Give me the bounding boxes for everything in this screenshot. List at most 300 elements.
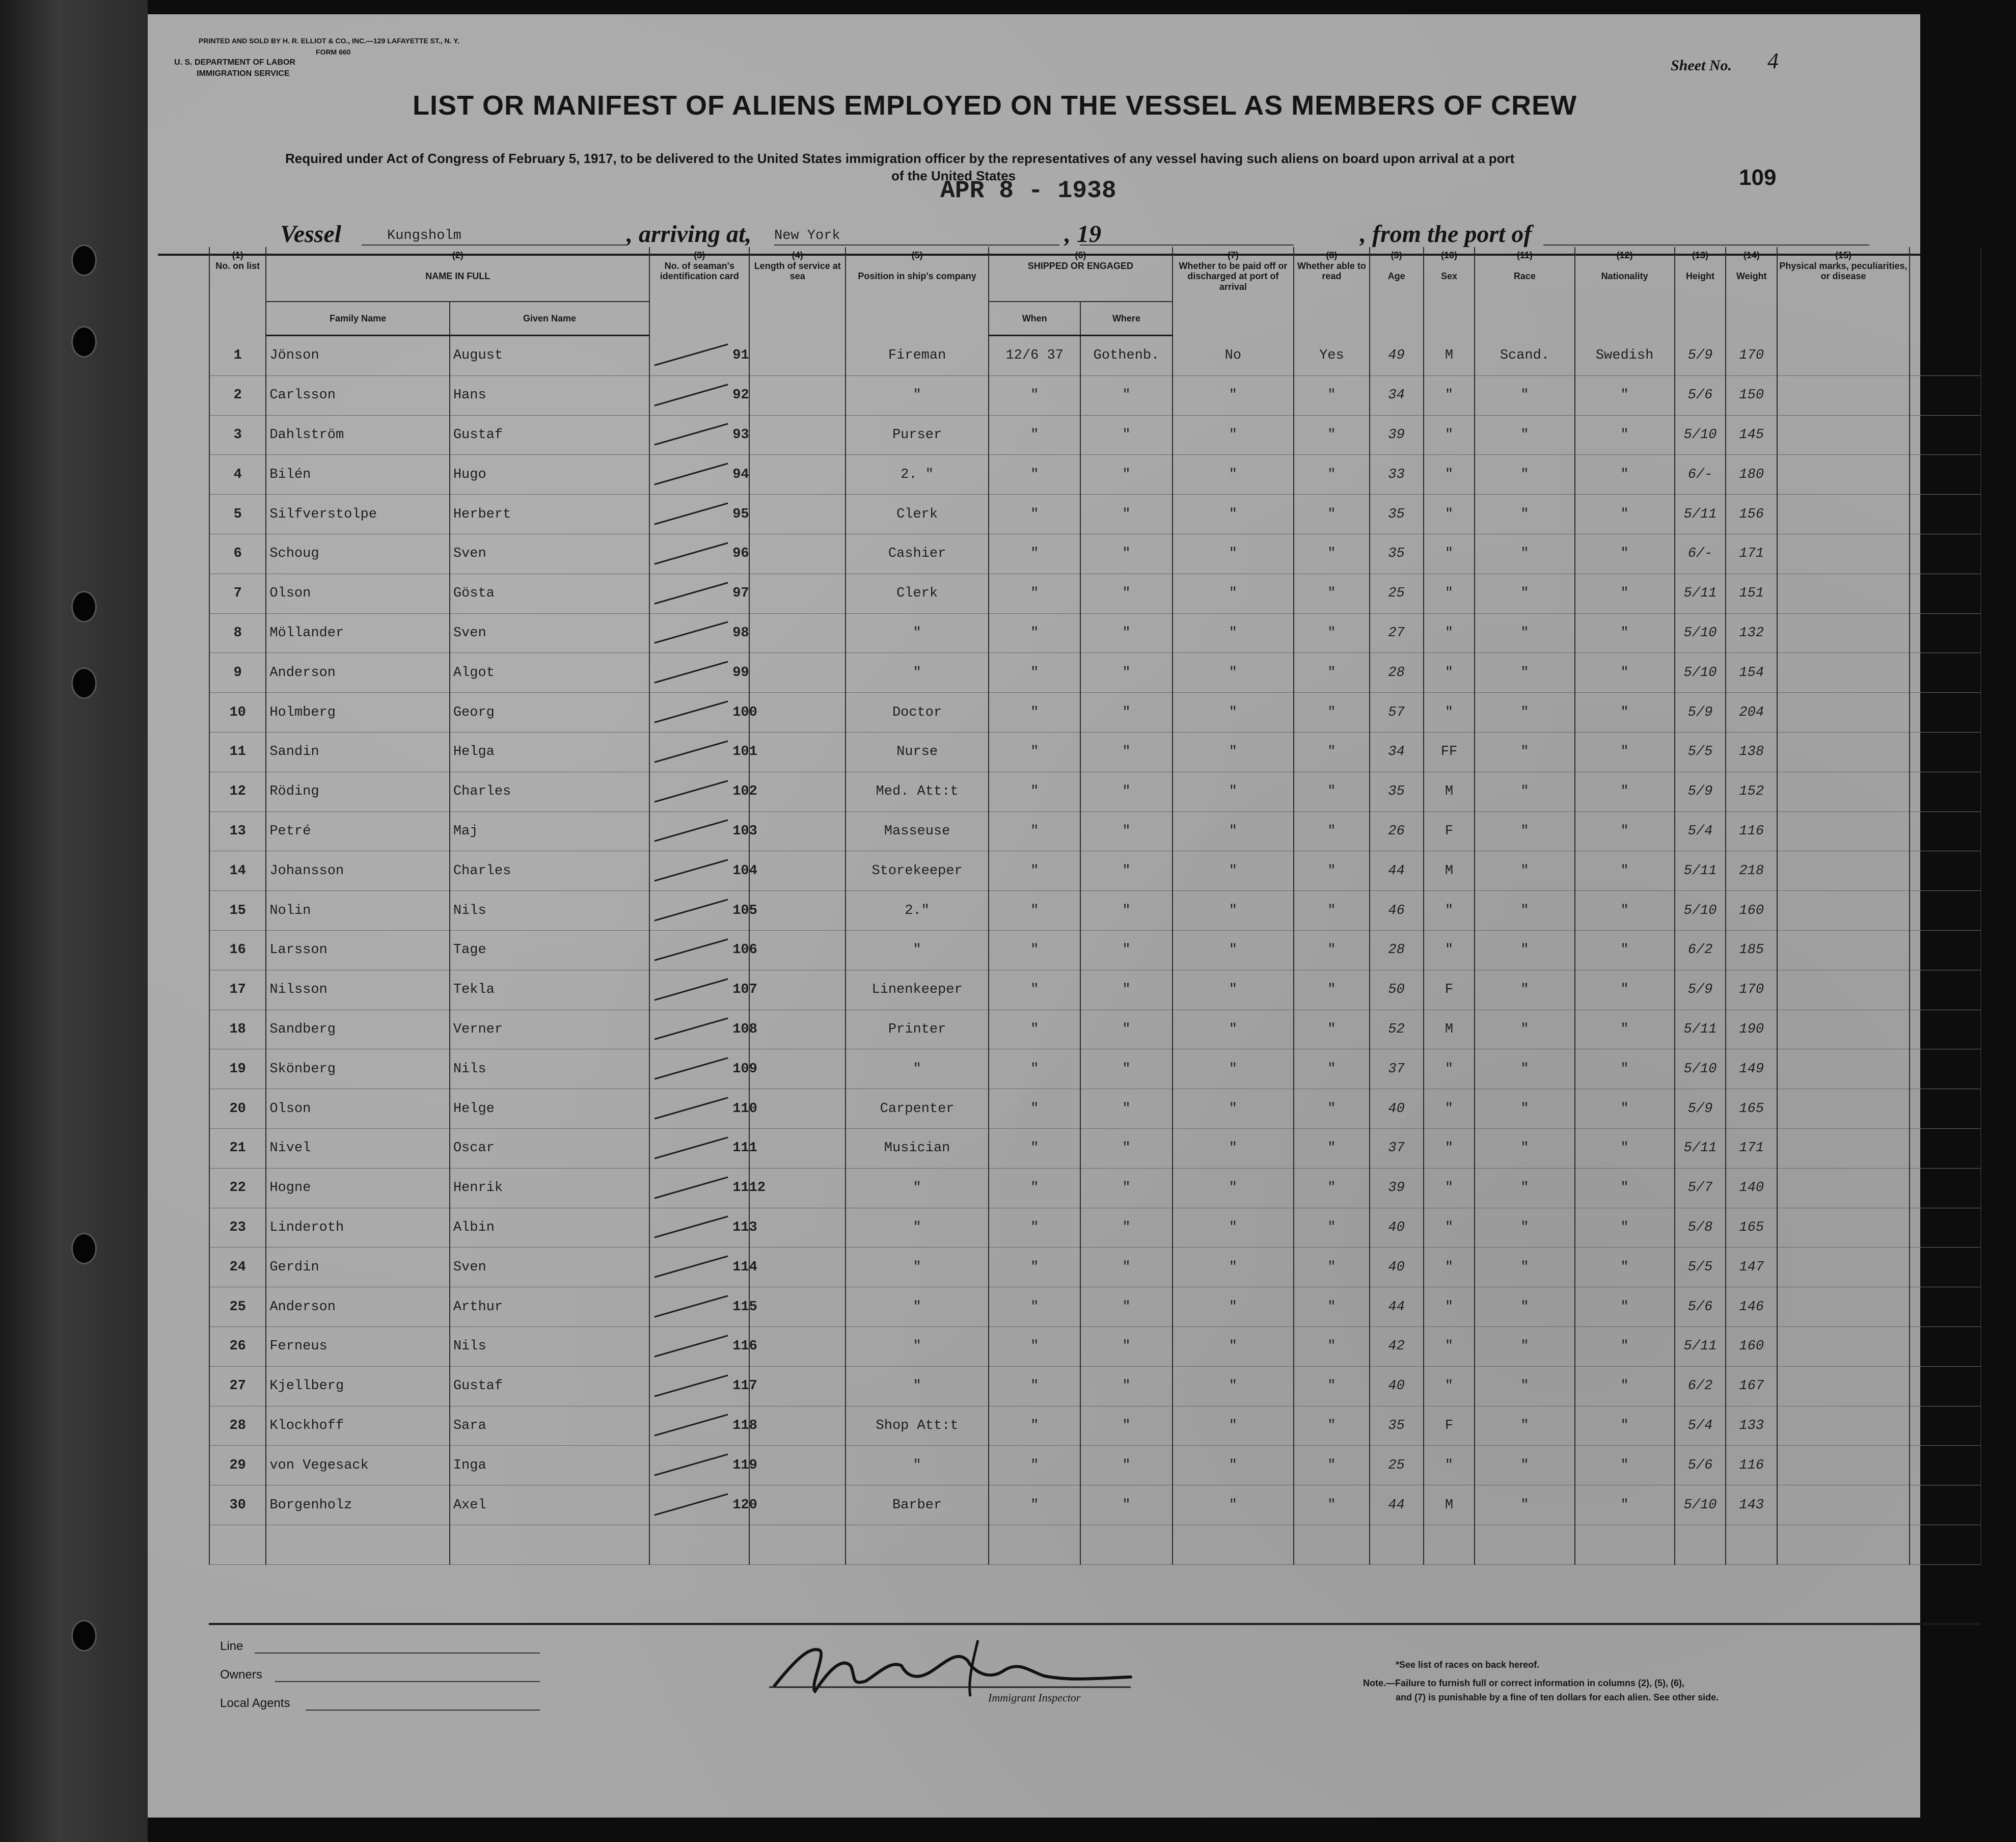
cell-physical-marks — [1777, 931, 1910, 970]
cell-empty — [1370, 1525, 1424, 1564]
table-row — [209, 336, 1981, 376]
table-row — [209, 534, 1981, 574]
cell-card-number: 101 — [649, 733, 749, 772]
cell-position: " — [846, 1326, 989, 1366]
cell-shipped-where: " — [1080, 613, 1172, 653]
footnote-penalty-2: and (7) is punishable by a fine of ten dollars for each alien. See other side. — [1396, 1692, 1719, 1702]
binding-hole — [71, 1620, 97, 1651]
cell-family-name: Carlsson — [266, 375, 450, 415]
check-mark-icon — [655, 1018, 728, 1040]
cell-physical-marks — [1777, 1248, 1910, 1287]
cell-position: Clerk — [846, 495, 989, 534]
cell-sex: " — [1424, 1049, 1475, 1089]
cell-card-number: 99 — [649, 653, 749, 693]
cell-height: 5/10 — [1675, 1485, 1726, 1525]
cell-shipped-where: " — [1080, 1129, 1172, 1169]
cell-position: Nurse — [846, 733, 989, 772]
table-row — [209, 495, 1981, 534]
cell-given-name: Axel — [450, 1485, 649, 1525]
cell-shipped-when: " — [989, 455, 1080, 495]
cell-row-number: 10 — [209, 693, 266, 733]
cell-empty — [1080, 1525, 1172, 1564]
cell-physical-marks — [1777, 733, 1910, 772]
cell-position: Shop Att:t — [846, 1406, 989, 1446]
cell-row-number: 26 — [209, 1326, 266, 1366]
sheet-number: 4 — [1767, 48, 1779, 73]
cell-shipped-when: " — [989, 891, 1080, 931]
cell-paid-off: " — [1173, 1287, 1294, 1327]
cell-blank-col — [1910, 1010, 1981, 1049]
cell-paid-off: " — [1173, 574, 1294, 613]
cell-family-name: Bilén — [266, 455, 450, 495]
cell-age: 57 — [1370, 693, 1424, 733]
cell-family-name: Anderson — [266, 1287, 450, 1327]
cell-physical-marks — [1777, 1168, 1910, 1208]
cell-family-name: Nilsson — [266, 970, 450, 1010]
cell-weight: 218 — [1726, 851, 1777, 891]
local-agents-field — [306, 1710, 540, 1711]
cell-race: " — [1475, 1168, 1574, 1208]
cell-nationality: " — [1575, 375, 1675, 415]
cell-able-to-read: " — [1294, 970, 1369, 1010]
cell-able-to-read: Yes — [1294, 336, 1369, 376]
cell-position: " — [846, 1049, 989, 1089]
cell-position: 2. " — [846, 455, 989, 495]
cell-shipped-where: " — [1080, 1049, 1172, 1089]
col-where-header: Where — [1080, 302, 1172, 336]
printer-line: PRINTED AND SOLD BY H. R. ELLIOT & CO., INC.—129 LAFAYETTE ST., N. Y. — [199, 37, 459, 45]
cell-height: 5/6 — [1675, 1287, 1726, 1327]
cell-nationality: " — [1575, 891, 1675, 931]
cell-able-to-read: " — [1294, 851, 1369, 891]
cell-given-name: Sven — [450, 1248, 649, 1287]
check-mark-icon — [655, 740, 728, 763]
cell-race: " — [1475, 1248, 1574, 1287]
cell-weight: 156 — [1726, 495, 1777, 534]
cell-paid-off: " — [1173, 1208, 1294, 1248]
cell-paid-off: " — [1173, 653, 1294, 693]
cell-shipped-when: " — [989, 1446, 1080, 1485]
cell-card-number: 93 — [649, 415, 749, 455]
cell-empty — [989, 1525, 1080, 1564]
cell-shipped-where: " — [1080, 1406, 1172, 1446]
cell-blank-col — [1910, 1129, 1981, 1169]
col-blank-header — [1910, 247, 1981, 336]
cell-physical-marks — [1777, 811, 1910, 851]
cell-shipped-where: " — [1080, 574, 1172, 613]
cell-given-name: Sven — [450, 613, 649, 653]
cell-physical-marks — [1777, 891, 1910, 931]
cell-race: " — [1475, 1366, 1574, 1406]
cell-weight: 190 — [1726, 1010, 1777, 1049]
cell-weight: 146 — [1726, 1287, 1777, 1327]
cell-height: 5/11 — [1675, 1326, 1726, 1366]
cell-sex: " — [1424, 415, 1475, 455]
cell-nationality: " — [1575, 574, 1675, 613]
cell-sex: " — [1424, 495, 1475, 534]
cell-age: 40 — [1370, 1366, 1424, 1406]
cell-nationality: " — [1575, 653, 1675, 693]
cell-shipped-when: " — [989, 613, 1080, 653]
cell-paid-off: " — [1173, 1446, 1294, 1485]
cell-physical-marks — [1777, 970, 1910, 1010]
cell-service-length — [749, 811, 846, 851]
cell-service-length — [749, 1089, 846, 1129]
cell-able-to-read: " — [1294, 811, 1369, 851]
cell-blank-col — [1910, 415, 1981, 455]
cell-weight: 149 — [1726, 1049, 1777, 1089]
cell-height: 5/5 — [1675, 733, 1726, 772]
cell-weight: 185 — [1726, 931, 1777, 970]
cell-given-name: Algot — [450, 653, 649, 693]
cell-age: 40 — [1370, 1248, 1424, 1287]
cell-given-name: Albin — [450, 1208, 649, 1248]
table-row — [209, 415, 1981, 455]
check-mark-icon — [655, 661, 728, 684]
cell-service-length — [749, 851, 846, 891]
cell-given-name: August — [450, 336, 649, 376]
cell-sex: F — [1424, 970, 1475, 1010]
table-row — [209, 1168, 1981, 1208]
cell-sex: M — [1424, 772, 1475, 811]
cell-physical-marks — [1777, 1446, 1910, 1485]
cell-nationality: Swedish — [1575, 336, 1675, 376]
cell-age: 40 — [1370, 1089, 1424, 1129]
cell-sex: " — [1424, 653, 1475, 693]
cell-race: Scand. — [1475, 336, 1574, 376]
cell-nationality: " — [1575, 1129, 1675, 1169]
cell-height: 5/9 — [1675, 336, 1726, 376]
cell-age: 52 — [1370, 1010, 1424, 1049]
cell-service-length — [749, 495, 846, 534]
cell-family-name: Nolin — [266, 891, 450, 931]
cell-family-name: Hogne — [266, 1168, 450, 1208]
cell-nationality: " — [1575, 1446, 1675, 1485]
cell-given-name: Nils — [450, 1326, 649, 1366]
cell-given-name: Hans — [450, 375, 649, 415]
cell-height: 5/9 — [1675, 970, 1726, 1010]
cell-sex: M — [1424, 1010, 1475, 1049]
table-row — [209, 970, 1981, 1010]
cell-age: 37 — [1370, 1049, 1424, 1089]
cell-row-number: 13 — [209, 811, 266, 851]
cell-shipped-where: " — [1080, 851, 1172, 891]
cell-service-length — [749, 1485, 846, 1525]
table-row — [209, 811, 1981, 851]
table-row — [209, 1287, 1981, 1327]
cell-given-name: Gustaf — [450, 1366, 649, 1406]
cell-height: 5/11 — [1675, 495, 1726, 534]
cell-shipped-when: " — [989, 415, 1080, 455]
cell-empty — [749, 1525, 846, 1564]
col-sex-header: (10) Sex — [1424, 247, 1475, 336]
cell-nationality: " — [1575, 1287, 1675, 1327]
cell-shipped-where: " — [1080, 415, 1172, 455]
cell-shipped-when: " — [989, 811, 1080, 851]
inspector-label: Immigrant Inspector — [988, 1691, 1081, 1704]
cell-able-to-read: " — [1294, 772, 1369, 811]
cell-paid-off: " — [1173, 931, 1294, 970]
cell-row-number: 8 — [209, 613, 266, 653]
cell-position: Printer — [846, 1010, 989, 1049]
cell-sex: M — [1424, 1485, 1475, 1525]
cell-physical-marks — [1777, 574, 1910, 613]
cell-nationality: " — [1575, 1208, 1675, 1248]
cell-position: " — [846, 1287, 989, 1327]
cell-blank-col — [1910, 772, 1981, 811]
cell-physical-marks — [1777, 1129, 1910, 1169]
table-row — [209, 653, 1981, 693]
cell-blank-col — [1910, 931, 1981, 970]
cell-race: " — [1475, 1326, 1574, 1366]
cell-given-name: Arthur — [450, 1287, 649, 1327]
cell-height: 5/5 — [1675, 1248, 1726, 1287]
cell-height: 5/10 — [1675, 613, 1726, 653]
cell-nationality: " — [1575, 1485, 1675, 1525]
cell-race: " — [1475, 574, 1574, 613]
cell-age: 44 — [1370, 1485, 1424, 1525]
cell-age: 37 — [1370, 1129, 1424, 1169]
table-row — [209, 1049, 1981, 1089]
cell-shipped-when: 12/6 37 — [989, 336, 1080, 376]
cell-family-name: Jönson — [266, 336, 450, 376]
cell-height: 5/11 — [1675, 574, 1726, 613]
cell-age: 44 — [1370, 851, 1424, 891]
cell-height: 6/2 — [1675, 1366, 1726, 1406]
inspector-signature — [764, 1630, 1141, 1706]
cell-race: " — [1475, 613, 1574, 653]
cell-service-length — [749, 613, 846, 653]
cell-age: 44 — [1370, 1287, 1424, 1327]
cell-card-number: 95 — [649, 495, 749, 534]
cell-paid-off: No — [1173, 336, 1294, 376]
vessel-label: Vessel — [280, 221, 341, 248]
cell-service-length — [749, 1366, 846, 1406]
cell-row-number: 18 — [209, 1010, 266, 1049]
check-mark-icon — [655, 780, 728, 802]
cell-family-name: Borgenholz — [266, 1485, 450, 1525]
cell-blank-col — [1910, 851, 1981, 891]
cell-paid-off: " — [1173, 851, 1294, 891]
cell-row-number: 25 — [209, 1287, 266, 1327]
table-row — [209, 613, 1981, 653]
cell-race: " — [1475, 1208, 1574, 1248]
cell-shipped-where: " — [1080, 1485, 1172, 1525]
cell-card-number: 98 — [649, 613, 749, 653]
cell-race: " — [1475, 851, 1574, 891]
sheet-label: Sheet No. — [1671, 57, 1732, 74]
cell-race: " — [1475, 811, 1574, 851]
cell-weight: 116 — [1726, 1446, 1777, 1485]
cell-age: 34 — [1370, 733, 1424, 772]
cell-shipped-when: " — [989, 1010, 1080, 1049]
col-read-header: (8) Whether able to read — [1294, 247, 1369, 336]
cell-blank-col — [1910, 811, 1981, 851]
table-row — [209, 693, 1981, 733]
table-row — [209, 733, 1981, 772]
cell-age: 25 — [1370, 1446, 1424, 1485]
cell-blank-col — [1910, 1326, 1981, 1366]
cell-able-to-read: " — [1294, 375, 1369, 415]
cell-given-name: Hugo — [450, 455, 649, 495]
cell-service-length — [749, 891, 846, 931]
cell-row-number: 27 — [209, 1366, 266, 1406]
cell-weight: 132 — [1726, 613, 1777, 653]
cell-nationality: " — [1575, 811, 1675, 851]
cell-row-number: 24 — [209, 1248, 266, 1287]
cell-shipped-when: " — [989, 851, 1080, 891]
cell-paid-off: " — [1173, 1010, 1294, 1049]
check-mark-icon — [655, 502, 728, 525]
cell-card-number: 110 — [649, 1089, 749, 1129]
check-mark-icon — [655, 1493, 728, 1515]
cell-service-length — [749, 1208, 846, 1248]
cell-shipped-when: " — [989, 970, 1080, 1010]
cell-weight: 180 — [1726, 455, 1777, 495]
cell-empty — [1424, 1525, 1475, 1564]
cell-card-number: 94 — [649, 455, 749, 495]
cell-blank-col — [1910, 1406, 1981, 1446]
cell-paid-off: " — [1173, 415, 1294, 455]
vessel-name: Kungsholm — [387, 228, 461, 243]
cell-race: " — [1475, 772, 1574, 811]
cell-physical-marks — [1777, 772, 1910, 811]
cell-physical-marks — [1777, 336, 1910, 376]
cell-empty — [450, 1525, 649, 1564]
cell-shipped-when: " — [989, 1049, 1080, 1089]
cell-empty — [649, 1525, 749, 1564]
cell-service-length — [749, 733, 846, 772]
page-number: 109 — [1739, 165, 1777, 190]
cell-race: " — [1475, 931, 1574, 970]
cell-family-name: Olson — [266, 574, 450, 613]
cell-empty — [1726, 1525, 1777, 1564]
col-marks-header: (15) Physical marks, peculiarities, or disease — [1777, 247, 1910, 336]
cell-able-to-read: " — [1294, 613, 1369, 653]
cell-blank-col — [1910, 891, 1981, 931]
cell-age: 28 — [1370, 931, 1424, 970]
cell-card-number: 97 — [649, 574, 749, 613]
cell-service-length — [749, 375, 846, 415]
table-row — [209, 574, 1981, 613]
cell-nationality: " — [1575, 851, 1675, 891]
cell-height: 5/10 — [1675, 891, 1726, 931]
cell-paid-off: " — [1173, 1485, 1294, 1525]
cell-height: 5/11 — [1675, 851, 1726, 891]
cell-family-name: Holmberg — [266, 693, 450, 733]
cell-nationality: " — [1575, 693, 1675, 733]
cell-card-number: 106 — [649, 931, 749, 970]
check-mark-icon — [655, 1216, 728, 1238]
cell-age: 42 — [1370, 1326, 1424, 1366]
arriving-port: New York — [774, 228, 840, 243]
cell-able-to-read: " — [1294, 1089, 1369, 1129]
cell-given-name: Tage — [450, 931, 649, 970]
cell-card-number: 115 — [649, 1287, 749, 1327]
cell-blank-col — [1910, 1168, 1981, 1208]
col-given-name-header: Given Name — [450, 302, 649, 336]
cell-empty — [1294, 1525, 1369, 1564]
from-port-line — [1543, 245, 1869, 246]
manifest-body — [209, 336, 1981, 1565]
cell-weight: 170 — [1726, 970, 1777, 1010]
cell-nationality: " — [1575, 613, 1675, 653]
cell-service-length — [749, 455, 846, 495]
cell-physical-marks — [1777, 534, 1910, 574]
cell-shipped-when: " — [989, 1168, 1080, 1208]
cell-weight: 145 — [1726, 415, 1777, 455]
cell-physical-marks — [1777, 455, 1910, 495]
cell-service-length — [749, 1248, 846, 1287]
cell-shipped-where: Gothenb. — [1080, 336, 1172, 376]
table-row — [209, 1248, 1981, 1287]
cell-physical-marks — [1777, 375, 1910, 415]
cell-age: 26 — [1370, 811, 1424, 851]
cell-able-to-read: " — [1294, 574, 1369, 613]
col-nationality-header: (12) Nationality — [1575, 247, 1675, 336]
cell-paid-off: " — [1173, 1366, 1294, 1406]
cell-row-number: 11 — [209, 733, 266, 772]
cell-able-to-read: " — [1294, 931, 1369, 970]
cell-service-length — [749, 1446, 846, 1485]
cell-shipped-where: " — [1080, 772, 1172, 811]
cell-card-number: 109 — [649, 1049, 749, 1089]
cell-sex: " — [1424, 1168, 1475, 1208]
cell-weight: 171 — [1726, 534, 1777, 574]
cell-service-length — [749, 970, 846, 1010]
cell-card-number: 118 — [649, 1406, 749, 1446]
cell-nationality: " — [1575, 772, 1675, 811]
check-mark-icon — [655, 1295, 728, 1317]
cell-position: Carpenter — [846, 1089, 989, 1129]
binding-hole — [71, 667, 97, 699]
cell-family-name: Sandin — [266, 733, 450, 772]
cell-nationality: " — [1575, 1406, 1675, 1446]
cell-weight: 165 — [1726, 1208, 1777, 1248]
cell-physical-marks — [1777, 415, 1910, 455]
cell-physical-marks — [1777, 1010, 1910, 1049]
cell-race: " — [1475, 1010, 1574, 1049]
cell-given-name: Herbert — [450, 495, 649, 534]
table-row — [209, 1485, 1981, 1525]
cell-sex: M — [1424, 851, 1475, 891]
check-mark-icon — [655, 978, 728, 1000]
cell-given-name: Georg — [450, 693, 649, 733]
table-row — [209, 931, 1981, 970]
cell-age: 40 — [1370, 1208, 1424, 1248]
cell-service-length — [749, 415, 846, 455]
cell-empty — [209, 1525, 266, 1564]
cell-position: 2." — [846, 891, 989, 931]
cell-able-to-read: " — [1294, 653, 1369, 693]
cell-blank-col — [1910, 574, 1981, 613]
cell-weight: 116 — [1726, 811, 1777, 851]
cell-shipped-when: " — [989, 495, 1080, 534]
cell-card-number: 111 — [649, 1129, 749, 1169]
cell-race: " — [1475, 534, 1574, 574]
cell-shipped-where: " — [1080, 733, 1172, 772]
col-age-header: (9) Age — [1370, 247, 1424, 336]
cell-row-number: 5 — [209, 495, 266, 534]
col-name-header: (2) NAME IN FULL — [266, 247, 649, 285]
cell-shipped-where: " — [1080, 1089, 1172, 1129]
binding-hole — [71, 326, 97, 358]
cell-sex: " — [1424, 1129, 1475, 1169]
line-field — [255, 1653, 540, 1654]
cell-physical-marks — [1777, 1326, 1910, 1366]
cell-paid-off: " — [1173, 534, 1294, 574]
cell-sex: " — [1424, 1248, 1475, 1287]
